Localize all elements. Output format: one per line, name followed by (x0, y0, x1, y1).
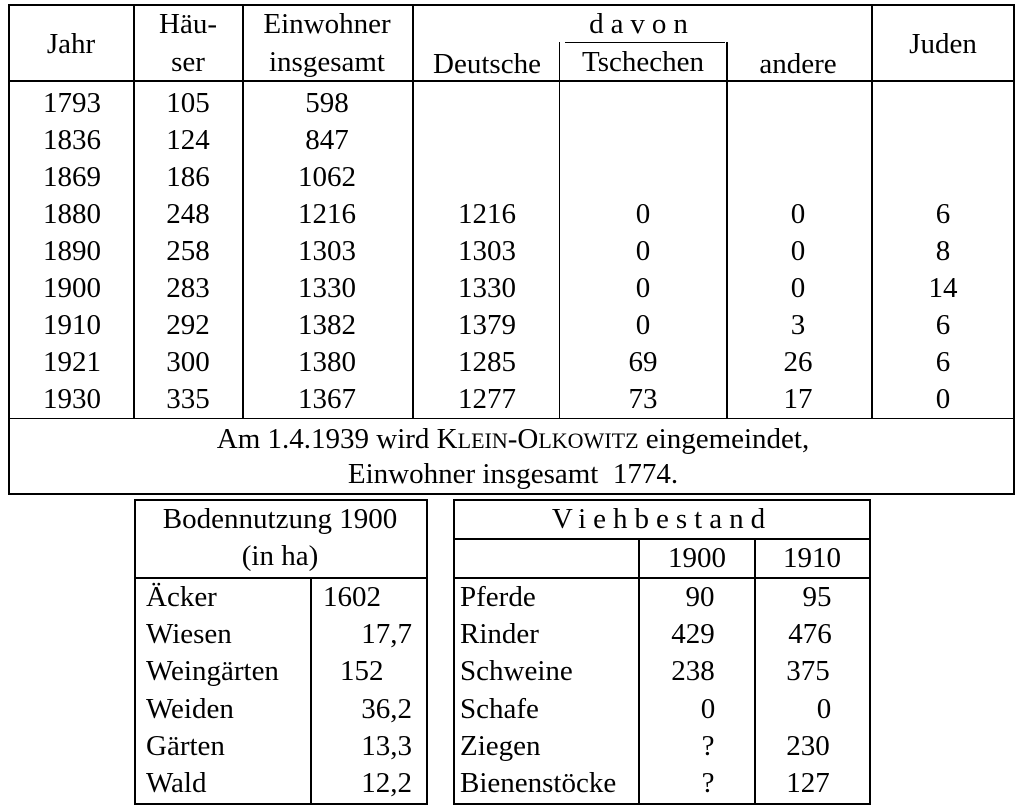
count-1910: 230 (786, 730, 830, 762)
note-k: K (436, 423, 458, 455)
year-1900-header: 1900 (668, 542, 726, 574)
bodennutzung-title: Bodennutzung 1900 (162, 503, 398, 535)
cell-andere: 0 (790, 198, 806, 230)
cell-einwohner: 1062 (298, 161, 356, 193)
cell-tschechen: 0 (635, 235, 651, 267)
cell-deutsche: 1277 (458, 383, 516, 415)
header-deutsche: Deutsche (433, 48, 541, 80)
rule (412, 4, 414, 418)
cell-deutsche: 1303 (458, 235, 516, 267)
land-label: Wald (146, 767, 207, 799)
note-suffix: eingemeindet, (638, 423, 810, 455)
rule (871, 4, 873, 418)
note-lkowitz: LKOWITZ (538, 428, 639, 453)
cell-juden: 8 (935, 235, 951, 267)
land-value: 12,2 (361, 767, 412, 799)
header-juden: Juden (909, 28, 977, 60)
rule (726, 42, 728, 418)
count-1910: 476 (788, 618, 832, 650)
cell-tschechen: 0 (635, 272, 651, 304)
cell-haeuser: 258 (166, 235, 210, 267)
header-tschechen: Tschechen (582, 46, 704, 78)
cell-einwohner: 598 (305, 87, 349, 119)
cell-einwohner: 1330 (298, 272, 356, 304)
cell-andere: 3 (790, 309, 806, 341)
cell-deutsche: 1216 (458, 198, 516, 230)
rule (869, 499, 871, 805)
note-dash-o: -O (507, 423, 539, 455)
count-1910: 127 (786, 767, 830, 799)
cell-jahr: 1793 (43, 87, 101, 119)
header-haeuser-2: ser (171, 46, 205, 78)
cell-deutsche: 1285 (458, 346, 516, 378)
rule (453, 499, 871, 501)
cell-jahr: 1921 (43, 346, 101, 378)
count-1900: ? (701, 730, 715, 762)
cell-einwohner: 847 (305, 124, 349, 156)
cell-haeuser: 186 (166, 161, 210, 193)
cell-jahr: 1930 (43, 383, 101, 415)
rule (134, 499, 136, 805)
rule (565, 42, 725, 43)
count-1910: 95 (802, 581, 832, 613)
count-1900: 238 (671, 655, 715, 687)
incorporation-note-line2: Einwohner insgesamt 1774. (347, 458, 679, 490)
note-prefix: Am 1.4.1939 wird (216, 423, 437, 455)
rule (133, 4, 135, 418)
cell-einwohner: 1367 (298, 383, 356, 415)
animal-label: Bienenstöcke (460, 767, 617, 799)
cell-juden: 0 (935, 383, 951, 415)
cell-jahr: 1910 (43, 309, 101, 341)
rule (310, 577, 312, 805)
rule (754, 538, 756, 805)
animal-label: Pferde (460, 581, 536, 613)
note-lein: LEIN (457, 428, 508, 453)
count-1900: 90 (685, 581, 715, 613)
count-1910: 375 (786, 655, 830, 687)
land-value: 152 (340, 655, 384, 687)
cell-juden: 6 (935, 309, 951, 341)
cell-juden: 14 (928, 272, 958, 304)
rule (8, 4, 10, 495)
cell-tschechen: 73 (628, 383, 658, 415)
cell-tschechen: 0 (635, 309, 651, 341)
cell-haeuser: 124 (166, 124, 210, 156)
count-1900: 429 (671, 618, 715, 650)
animal-label: Schweine (460, 655, 573, 687)
cell-jahr: 1836 (43, 124, 101, 156)
count-1900: ? (701, 767, 715, 799)
header-haeuser-1: Häu- (159, 8, 217, 40)
rule (242, 4, 244, 418)
land-value: 13,3 (361, 730, 412, 762)
rule (134, 803, 428, 805)
cell-einwohner: 1380 (298, 346, 356, 378)
cell-haeuser: 300 (166, 346, 210, 378)
animal-label: Schafe (460, 693, 539, 725)
cell-deutsche: 1330 (458, 272, 516, 304)
rule (8, 493, 1015, 495)
rule (638, 538, 640, 805)
cell-jahr: 1890 (43, 235, 101, 267)
rule (1013, 4, 1015, 495)
rule (134, 577, 428, 579)
land-label: Wiesen (146, 618, 232, 650)
land-label: Weiden (146, 693, 234, 725)
rule (559, 42, 560, 418)
cell-andere: 0 (790, 272, 806, 304)
cell-einwohner: 1382 (298, 309, 356, 341)
land-label: Weingärten (146, 655, 279, 687)
bodennutzung-unit: (in ha) (241, 540, 319, 572)
rule (134, 499, 428, 501)
animal-label: Rinder (460, 618, 539, 650)
land-label: Gärten (146, 730, 225, 762)
rule (453, 538, 871, 540)
cell-juden: 6 (935, 198, 951, 230)
cell-andere: 26 (783, 346, 813, 378)
cell-einwohner: 1216 (298, 198, 356, 230)
incorporation-note (217, 425, 809, 454)
rule (8, 418, 1015, 419)
header-jahr: Jahr (46, 28, 96, 60)
header-andere: andere (759, 48, 837, 80)
rule (426, 499, 428, 805)
cell-jahr: 1880 (43, 198, 101, 230)
cell-jahr: 1900 (43, 272, 101, 304)
viehbestand-title: Viehbestand (551, 503, 773, 535)
cell-haeuser: 248 (166, 198, 210, 230)
rule (8, 80, 1015, 82)
land-value: 1602 (323, 581, 381, 613)
header-davon: davon (589, 8, 695, 40)
cell-jahr: 1869 (43, 161, 101, 193)
land-value: 36,2 (361, 693, 412, 725)
rule (453, 803, 871, 805)
rule (453, 499, 455, 805)
cell-einwohner: 1303 (298, 235, 356, 267)
header-einwohner-2: insgesamt (269, 46, 385, 78)
cell-tschechen: 69 (628, 346, 658, 378)
cell-haeuser: 105 (166, 87, 210, 119)
cell-tschechen: 0 (635, 198, 651, 230)
cell-haeuser: 283 (166, 272, 210, 304)
count-1900: 0 (700, 693, 716, 725)
cell-juden: 6 (935, 346, 951, 378)
cell-andere: 17 (783, 383, 813, 415)
year-1910-header: 1910 (783, 542, 841, 574)
cell-deutsche: 1379 (458, 309, 516, 341)
header-einwohner-1: Einwohner (263, 8, 391, 40)
rule (8, 4, 1015, 6)
cell-haeuser: 335 (166, 383, 210, 415)
land-value: 17,7 (361, 618, 412, 650)
count-1910: 0 (816, 693, 832, 725)
rule (453, 577, 871, 579)
animal-label: Ziegen (460, 730, 541, 762)
land-label: Äcker (146, 581, 217, 613)
cell-haeuser: 292 (166, 309, 210, 341)
cell-andere: 0 (790, 235, 806, 267)
